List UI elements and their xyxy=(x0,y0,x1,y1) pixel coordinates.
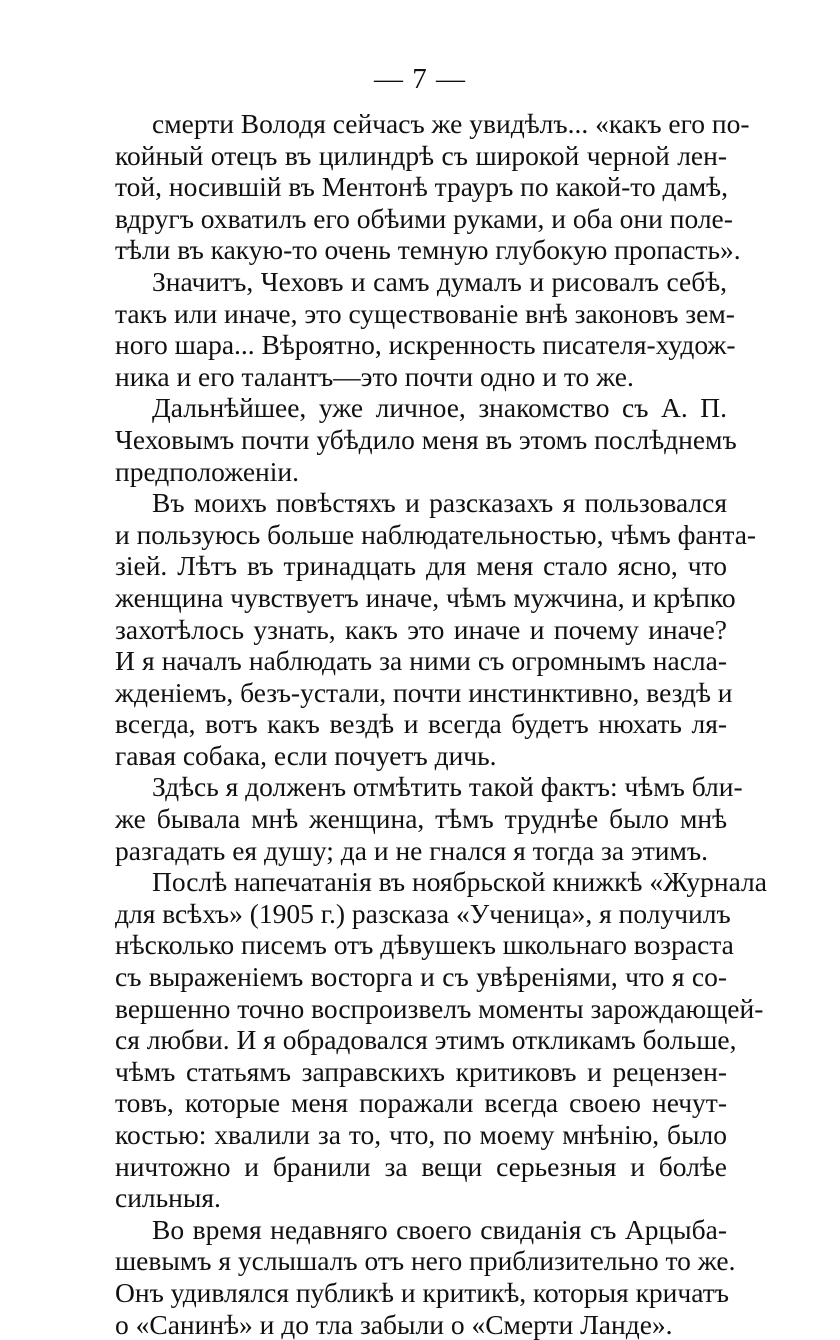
text-line: ничтожно и бранили за вещи серьезныя и болѣе xyxy=(115,1150,727,1182)
text-line: и пользуюсь больше наблюдательностью, чѣмъ фанта- xyxy=(115,518,757,550)
text-line: съ выраженіемъ восторга и съ увѣреніями, что я со- xyxy=(115,961,727,993)
text-line: И я началъ наблюдать за ними съ огромнымъ насла- xyxy=(115,645,727,677)
text-line: ника и его талантъ—это почти одно и то же. xyxy=(115,360,634,392)
text-line: вдругъ охватилъ его обѣими руками, и оба они поле- xyxy=(115,202,733,234)
text-line: Значитъ, Чеховъ и самъ думалъ и рисовалъ себѣ, xyxy=(152,265,727,297)
text-line: Въ моихъ повѣстяхъ и разсказахъ я пользовался xyxy=(152,487,727,519)
text-line: шевымъ я услышалъ отъ него приблизительно то же. xyxy=(115,1245,736,1277)
text-line: захотѣлось узнать, какъ это иначе и почему иначе? xyxy=(115,613,727,645)
text-line: женщина чувствуетъ иначе, чѣмъ мужчина, и крѣпко xyxy=(115,581,736,613)
text-line: смерти Володя сейчасъ же увидѣлъ... «какъ его по- xyxy=(152,108,750,139)
text-line: койный отецъ въ цилиндрѣ съ широкой черной лен- xyxy=(115,139,727,171)
text-line: зіей. Лѣтъ въ тринадцать для меня стало ясно, что xyxy=(115,550,727,582)
text-line: всегда, вотъ какъ вездѣ и всегда будетъ нюхать ля- xyxy=(115,708,727,740)
text-line: Здѣсь я долженъ отмѣтить такой фактъ: чѣмъ бли- xyxy=(152,771,743,803)
text-line: для всѣхъ» (1905 г.) разсказа «Ученица», я получилъ xyxy=(115,897,731,929)
text-line: чѣмъ статьямъ заправскихъ критиковъ и рецензен- xyxy=(115,1055,727,1087)
text-line: же бывала мнѣ женщина, тѣмъ труднѣе было мнѣ xyxy=(115,803,727,835)
text-line: Послѣ напечатанія въ ноябрьской книжкѣ «Журнала xyxy=(152,866,767,898)
page-number: — 7 — xyxy=(374,63,466,95)
text-line: такъ или иначе, это существованіе внѣ законовъ зем- xyxy=(115,297,735,329)
body-text xyxy=(115,108,767,1340)
text-line: о «Санинѣ» и до тла забыли о «Смерти Ланде». xyxy=(115,1308,673,1340)
text-line: Онъ удивлялся публикѣ и критикѣ, которыя кричатъ xyxy=(115,1276,729,1308)
text-line: той, носившій въ Ментонѣ трауръ по какой-то дамѣ, xyxy=(115,171,728,203)
text-line: предположеніи. xyxy=(115,455,299,487)
text-line: Во время недавняго своего свиданія съ Арцыба- xyxy=(152,1213,727,1245)
text-line: нѣсколько писемъ отъ дѣвушекъ школьнаго возраста xyxy=(115,929,734,961)
text-line: ся любви. И я обрадовался этимъ откликамъ больше, xyxy=(115,1024,737,1056)
text-line: Дальнѣйшее, уже личное, знакомство съ А. П. xyxy=(152,392,727,424)
text-line: товъ, которые меня поражали всегда своею нечут- xyxy=(115,1087,727,1119)
text-line: тѣли въ какую-то очень темную глубокую пропасть». xyxy=(115,234,741,266)
text-line: сильныя. xyxy=(115,1182,221,1214)
text-line: ного шара... Вѣроятно, искренность писателя-худож- xyxy=(115,329,736,361)
text-line: вершенно точно воспроизвелъ моменты зарождающей- xyxy=(115,992,764,1024)
text-line: гавая собака, если почуетъ дичь. xyxy=(115,739,497,771)
text-line: костью: хвалили за то, что, по моему мнѣнію, было xyxy=(115,1119,727,1150)
text-line: разгадать ея душу; да и не гнался я тогда за этимъ. xyxy=(115,834,709,866)
text-line: Чеховымъ почти убѣдило меня въ этомъ послѣднемъ xyxy=(115,423,737,455)
text-line: жденіемъ, безъ-устали, почти инстинктивно, вездѣ и xyxy=(115,676,733,708)
